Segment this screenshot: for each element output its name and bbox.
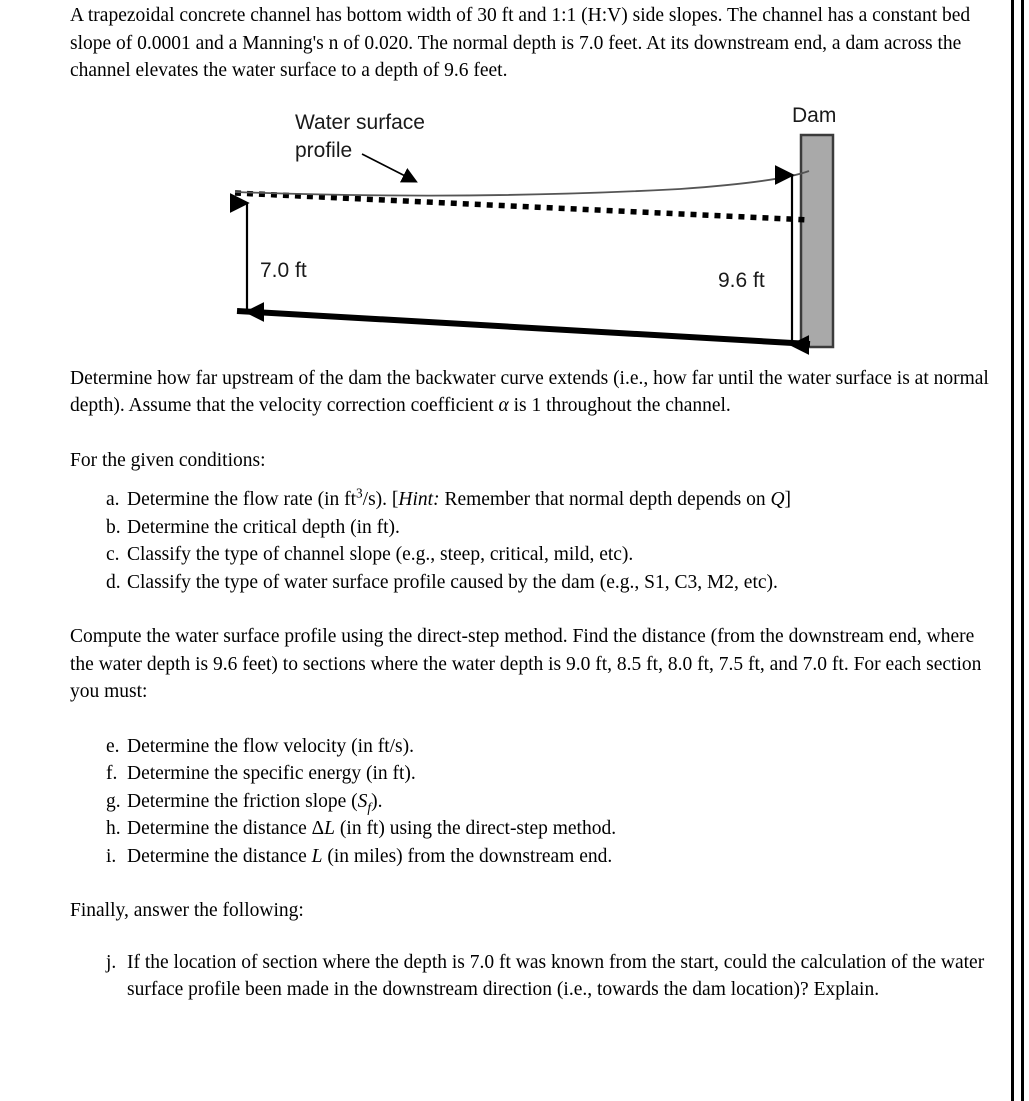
list-item-marker: j. (106, 951, 117, 973)
spacer (70, 420, 1000, 447)
spacer (70, 596, 1000, 623)
list-item-marker: b. (106, 516, 121, 538)
list-item-text: Determine the distance L (in miles) from the downstream end. (127, 845, 613, 867)
list-item (70, 486, 1000, 514)
spacer (70, 706, 1000, 733)
page-border-line-outer (1021, 0, 1024, 1101)
list-item-text: Determine the distance ΔL (in ft) using the direct-step method. (127, 818, 617, 839)
normal-depth-line (235, 193, 810, 220)
list-item (70, 541, 1000, 569)
normal-depth-label: 7.0 ft (260, 258, 307, 282)
page-border-line-inner (1011, 0, 1014, 1101)
determine-text-part2: is 1 throughout the channel. (508, 395, 731, 416)
list-item-text: Determine the critical depth (in ft). (127, 516, 400, 538)
water-surface-profile-curve (235, 171, 809, 196)
question-list-abcd (70, 486, 1000, 596)
list-item-marker: g. (106, 790, 121, 812)
intro-paragraph: A trapezoidal concrete channel has bottom width of 30 ft and 1:1 (H:V) side slopes. The channel has a constant bed slope of 0.0001 and a Manning's n of 0.020. The normal depth is 7.0 feet. At its downstream end, a dam across the channel elevates the water surface to a depth of 9.6 feet. (70, 5, 971, 81)
list-item (70, 760, 1000, 788)
document-content (70, 2, 1000, 1004)
list-item-marker: a. (106, 489, 120, 510)
list-item-text: Determine the flow velocity (in ft/s). (127, 735, 414, 757)
water-surface-label-line1: Water surface (295, 110, 425, 134)
list-item (70, 949, 1000, 1004)
list-item (70, 569, 1000, 597)
list-item (70, 843, 1000, 871)
channel-profile-figure (70, 97, 1000, 365)
dam-shape (801, 135, 833, 347)
list-item-marker: e. (106, 735, 120, 757)
spacer (70, 474, 1000, 486)
list-item-marker: h. (106, 818, 121, 839)
determine-text-part1: Determine how far upstream of the dam the backwater curve extends (i.e., how far until the water surface is at normal depth). Assume that the velocity correction coefficient (70, 367, 989, 416)
list-item-marker: c. (106, 544, 120, 565)
list-item-text: Determine the friction slope $(S_f)$. (127, 790, 383, 815)
list-item-text: If the location of section where the depth is 7.0 ft was known from the start, could the calculation of the water surface profile been made in the downstream direction (i.e., towards the dam location)? Explain. (127, 951, 985, 1000)
spacer (70, 85, 1000, 97)
list-item-text: Determine the flow rate (in $ft^3/s$). [Hint: Remember that normal depth depends on Q] (127, 485, 792, 510)
list-item (70, 815, 1000, 843)
dam-label: Dam (792, 103, 837, 127)
finally-paragraph: Finally, answer the following: (70, 900, 304, 921)
list-item-marker: f. (106, 763, 118, 784)
spacer (70, 870, 1000, 897)
determine-paragraph (70, 365, 1000, 420)
list-item (70, 788, 1000, 816)
alpha-symbol: α (498, 395, 509, 416)
dam-depth-label: 9.6 ft (718, 268, 765, 292)
question-list-j (70, 949, 1000, 1004)
list-item-text: Classify the type of water surface profile caused by the dam (e.g., S1, C3, M2, etc). (127, 571, 778, 593)
list-item (70, 733, 1000, 761)
channel-bed-line (237, 311, 810, 344)
spacer (70, 925, 1000, 949)
for-given-conditions-heading: For the given conditions: (70, 449, 266, 471)
list-item-text: Determine the specific energy (in ft). (127, 763, 416, 784)
list-item-marker: d. (106, 571, 121, 593)
water-surface-label-line2: profile (295, 138, 353, 162)
list-item-text: Classify the type of channel slope (e.g., steep, critical, mild, etc). (127, 544, 634, 565)
list-item (70, 514, 1000, 542)
water-surface-label-leader (362, 154, 415, 181)
compute-paragraph: Compute the water surface profile using the direct-step method. Find the distance (from the downstream end, where the water depth is 9.6 feet) to sections where the water depth is 9.0 ft, 8.5 ft, 8.0 ft, 7.5 ft, and 7.0 ft. For each section you must: (70, 626, 982, 702)
question-list-efghi (70, 733, 1000, 871)
list-item-marker: i. (106, 845, 117, 867)
